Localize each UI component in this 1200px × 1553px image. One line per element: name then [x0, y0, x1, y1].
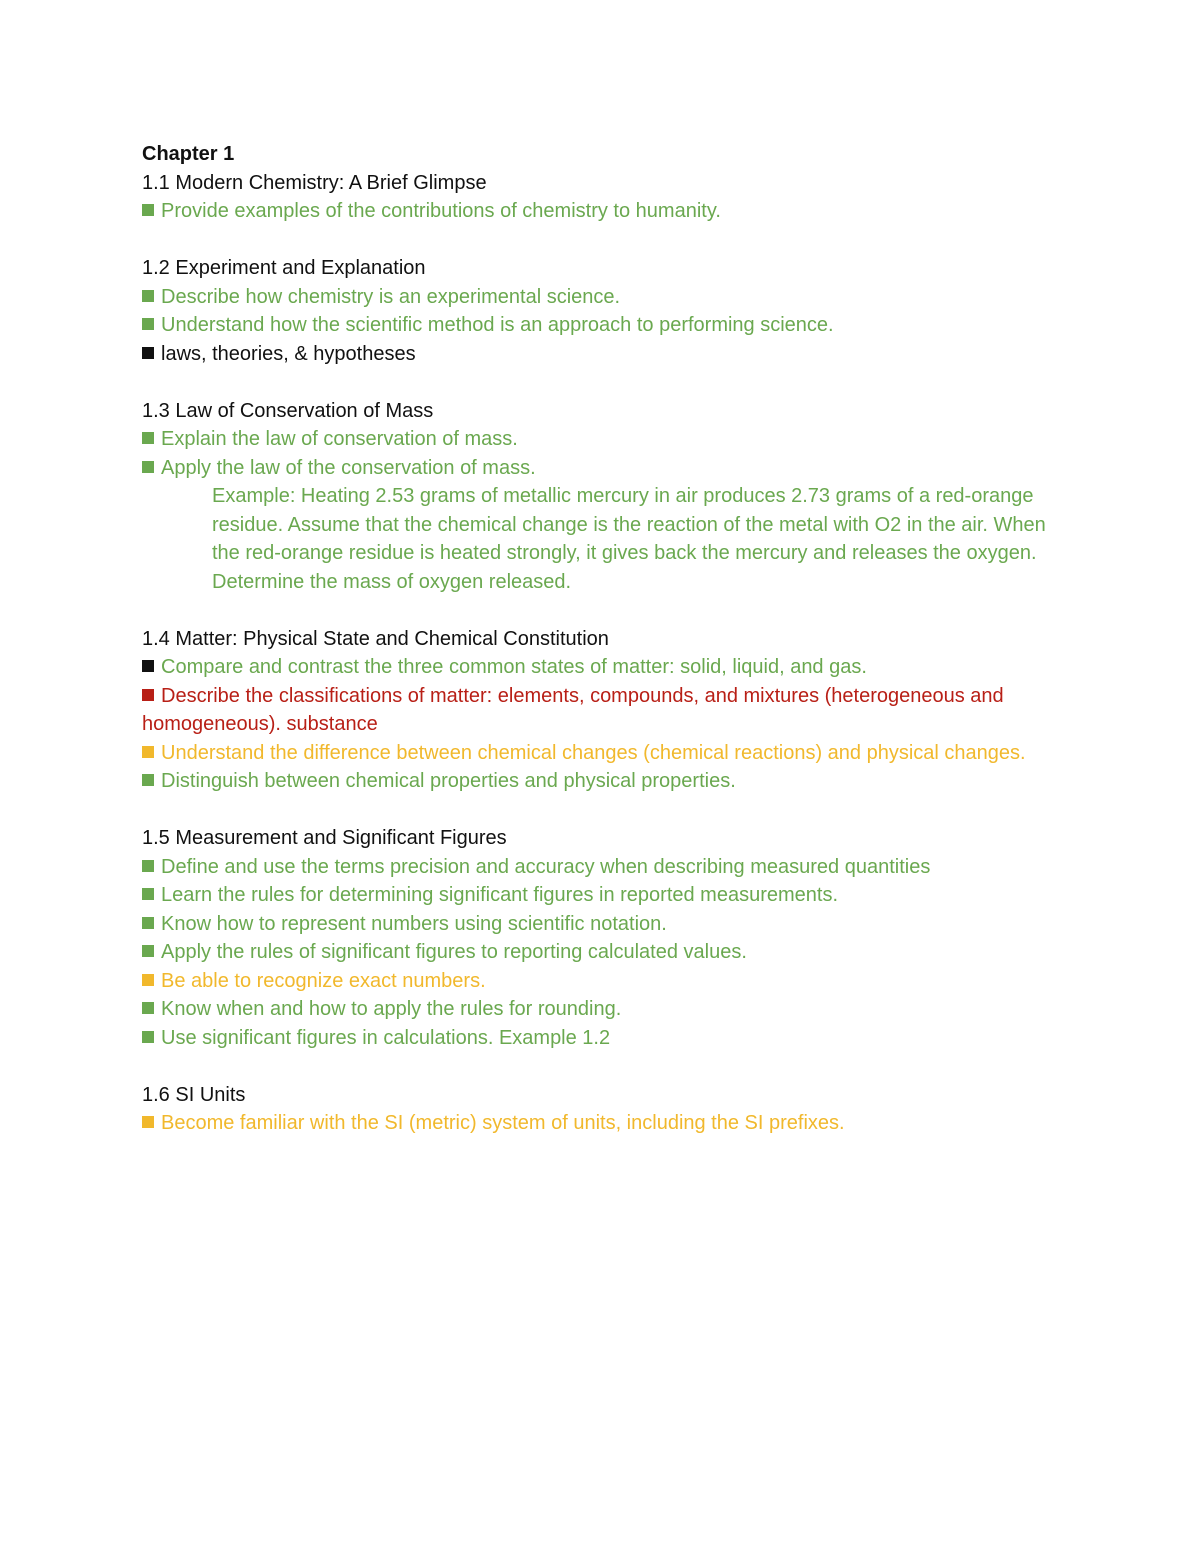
square-bullet-icon: [142, 461, 154, 473]
square-bullet-icon: [142, 204, 154, 216]
square-bullet-icon: [142, 974, 154, 986]
list-item: Understand the difference between chemical changes (chemical reactions) and physical changes.: [142, 739, 1057, 768]
square-bullet-icon: [142, 1031, 154, 1043]
list-item: Define and use the terms precision and accuracy when describing measured quantities: [142, 853, 1057, 882]
square-bullet-icon: [142, 888, 154, 900]
section-heading-1-4: 1.4 Matter: Physical State and Chemical Constitution: [142, 627, 609, 650]
square-bullet-icon: [142, 689, 154, 701]
square-bullet-icon: [142, 917, 154, 929]
section-heading-1-5: 1.5 Measurement and Significant Figures: [142, 827, 507, 849]
spacer: [142, 1052, 1057, 1081]
section-heading-1-3: 1.3 Law of Conservation of Mass: [142, 399, 434, 422]
list-item: Distinguish between chemical properties and physical properties.: [142, 767, 1057, 796]
list-item: Describe how chemistry is an experimental science.: [142, 283, 1057, 312]
spacer: [142, 226, 1057, 255]
spacer: [142, 796, 1057, 825]
square-bullet-icon: [142, 1116, 154, 1128]
spacer: [142, 368, 1057, 397]
list-item: Be able to recognize exact numbers.: [142, 967, 1057, 996]
square-bullet-icon: [142, 432, 154, 444]
list-item: Describe the classifications of matter: elements, compounds, and mixtures (heterogeneous and homogeneous). substance: [142, 684, 1004, 735]
example-paragraph: Example: Heating 2.53 grams of metallic mercury in air produces 2.73 grams of a red-orange residue. Assume that the chemical change is the reaction of the metal with O2 in the air. When the red-orange residue is heated strongly, it gives back the mercury and releases the oxygen. Determine the mass of oxygen released.: [212, 485, 1046, 593]
square-bullet-icon: [142, 290, 154, 302]
list-item: Use significant figures in calculations. Example 1.2: [142, 1024, 1057, 1053]
list-item: Learn the rules for determining significant figures in reported measurements.: [142, 881, 1057, 910]
square-bullet-icon: [142, 746, 154, 758]
list-item: Compare and contrast the three common states of matter: solid, liquid, and gas.: [142, 653, 1057, 682]
square-bullet-icon: [142, 1002, 154, 1014]
list-item: Provide examples of the contributions of chemistry to humanity.: [142, 197, 1057, 226]
chapter-title: Chapter 1: [142, 143, 235, 165]
section-heading-1-2: 1.2 Experiment and Explanation: [142, 257, 426, 279]
list-item: Apply the rules of significant figures to reporting calculated values.: [142, 938, 1057, 967]
square-bullet-icon: [142, 860, 154, 872]
square-bullet-icon: [142, 945, 154, 957]
list-item: Apply the law of the conservation of mass.: [142, 454, 1057, 483]
spacer: [142, 596, 1057, 625]
document-page: [142, 140, 1057, 1138]
list-item: Understand how the scientific method is an approach to performing science.: [142, 311, 1057, 340]
section-heading-1-6: 1.6 SI Units: [142, 1083, 246, 1106]
square-bullet-icon: [142, 774, 154, 786]
square-bullet-icon: [142, 318, 154, 330]
list-item: Explain the law of conservation of mass.: [142, 425, 1057, 454]
square-bullet-icon: [142, 347, 154, 359]
list-item: Know how to represent numbers using scientific notation.: [142, 910, 1057, 939]
list-item: Know when and how to apply the rules for rounding.: [142, 995, 1057, 1024]
square-bullet-icon: [142, 660, 154, 672]
section-heading-1-1: 1.1 Modern Chemistry: A Brief Glimpse: [142, 171, 487, 194]
list-item: Become familiar with the SI (metric) system of units, including the SI prefixes.: [142, 1109, 1057, 1138]
list-item: laws, theories, & hypotheses: [142, 340, 1057, 369]
